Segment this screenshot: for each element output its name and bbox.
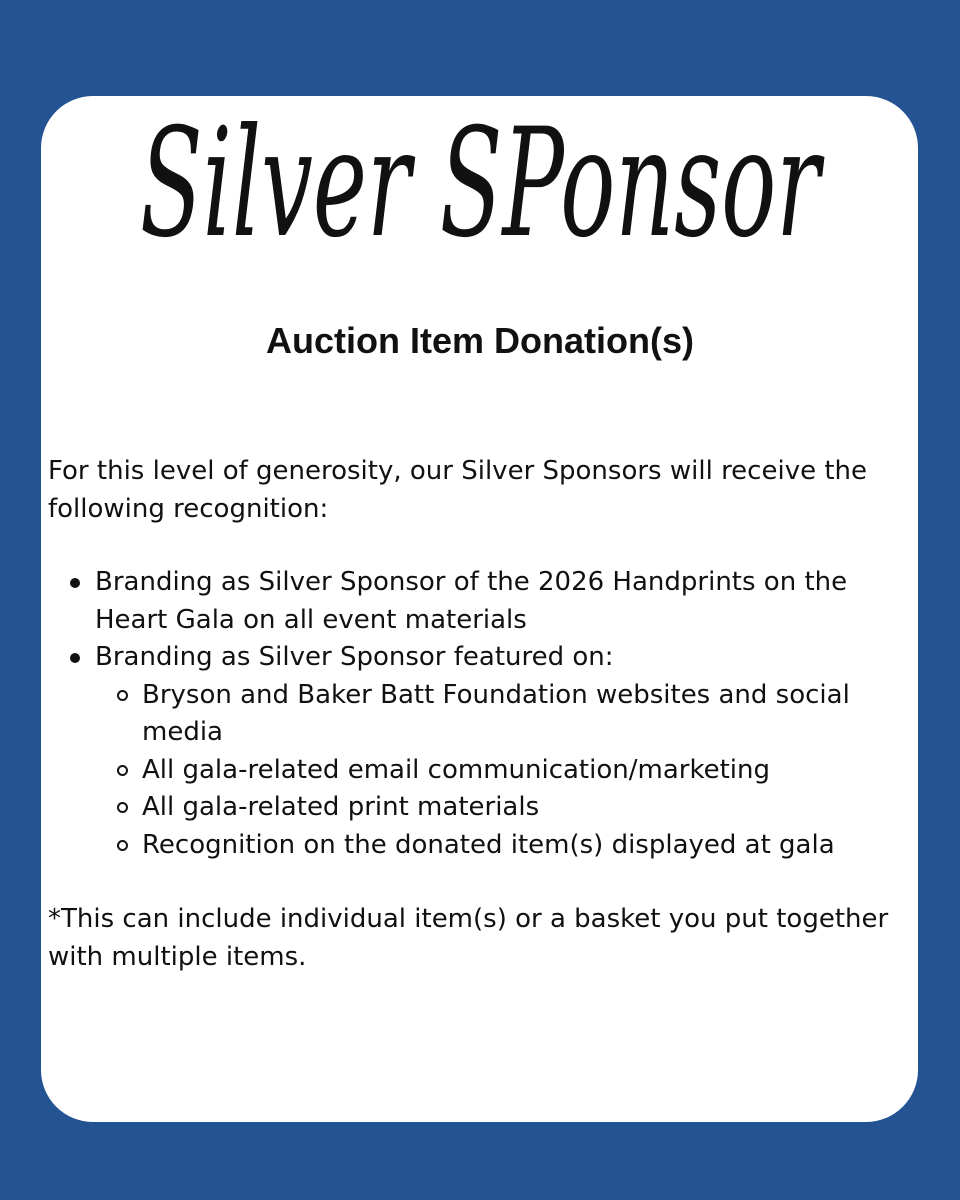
- sub-list-item: [95, 827, 908, 865]
- featured-on-list: [95, 677, 908, 865]
- list-item-text: Branding as Silver Sponsor featured on:: [95, 642, 614, 672]
- sub-list-item: [95, 677, 908, 752]
- sub-list-item: [95, 789, 908, 827]
- page-subtitle: Auction Item Donation(s): [266, 320, 694, 361]
- sub-list-item-text: Bryson and Baker Batt Foundation websites and social media: [142, 679, 850, 747]
- list-item: [48, 639, 908, 864]
- footnote-text: *This can include individual item(s) or a basket you put together with multiple items.: [48, 904, 889, 972]
- list-item: [48, 564, 908, 639]
- intro-text: For this level of generosity, our Silver Sponsors will receive the following recognition:: [48, 456, 868, 524]
- sub-list-item-text: Recognition on the donated item(s) displayed at gala: [142, 829, 835, 860]
- list-item-text: Branding as Silver Sponsor of the 2026 Handprints on the Heart Gala on all event materials: [95, 567, 848, 635]
- recognition-list: [48, 564, 908, 864]
- sub-list-item-text: All gala-related print materials: [142, 792, 540, 822]
- script-title-text: Silver SPonsor: [140, 100, 826, 271]
- sub-list-item: [95, 752, 908, 790]
- sub-list-item-text: All gala-related email communication/marketing: [142, 754, 770, 785]
- script-title: [0, 100, 960, 290]
